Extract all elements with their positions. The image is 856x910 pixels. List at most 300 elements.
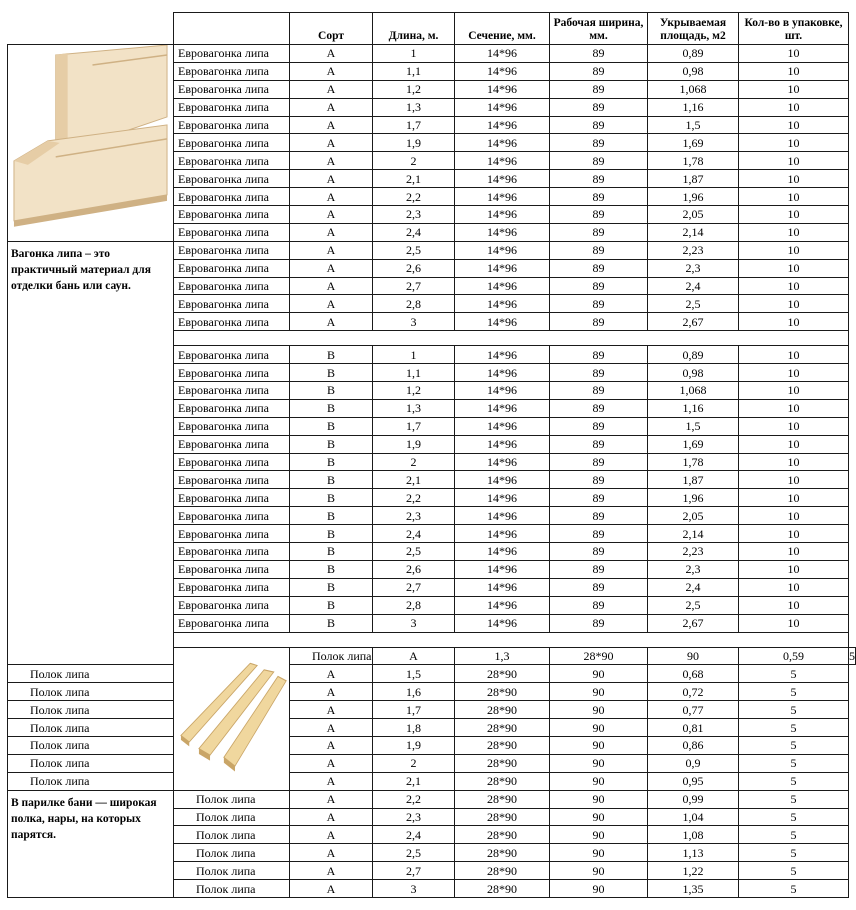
- section: 28*90: [455, 772, 550, 790]
- header-length: Длина, м.: [373, 13, 455, 45]
- section: 14*96: [455, 435, 550, 453]
- section: 14*96: [455, 170, 550, 188]
- section: 28*90: [455, 880, 550, 898]
- product-name: Полок липа: [290, 647, 373, 665]
- working-width: 89: [550, 507, 648, 525]
- length: 1,8: [373, 719, 455, 737]
- pack-quantity: 10: [739, 543, 849, 561]
- section: 14*96: [455, 277, 550, 295]
- pack-quantity: 10: [739, 259, 849, 277]
- working-width: 90: [550, 701, 648, 719]
- grade: А: [290, 206, 373, 224]
- working-width: 89: [550, 364, 648, 382]
- working-width: 89: [550, 98, 648, 116]
- section: 28*90: [455, 754, 550, 772]
- section: 14*96: [455, 507, 550, 525]
- grade: А: [290, 98, 373, 116]
- coverage-area: 2,3: [648, 259, 739, 277]
- pack-quantity: 5: [739, 683, 849, 701]
- product-name: Евровагонка липа: [174, 507, 290, 525]
- section: 14*96: [455, 364, 550, 382]
- coverage-area: 1,87: [648, 471, 739, 489]
- working-width: 89: [550, 206, 648, 224]
- grade: А: [290, 45, 373, 63]
- working-width: 90: [550, 683, 648, 701]
- section: 14*96: [455, 295, 550, 313]
- grade: В: [290, 543, 373, 561]
- pack-quantity: 10: [739, 116, 849, 134]
- coverage-area: 1,69: [648, 435, 739, 453]
- length: 2,5: [373, 543, 455, 561]
- length: 1,2: [373, 382, 455, 400]
- table-header: [8, 13, 856, 45]
- length: 2,3: [373, 808, 455, 826]
- pack-quantity: 10: [739, 98, 849, 116]
- product-name: Евровагонка липа: [174, 543, 290, 561]
- length: 2: [373, 453, 455, 471]
- pack-quantity: 5: [739, 719, 849, 737]
- header-sort: Сорт: [290, 13, 373, 45]
- table-row: [8, 719, 856, 737]
- table-row: [8, 754, 856, 772]
- pack-quantity: 10: [739, 134, 849, 152]
- coverage-area: 1,13: [648, 844, 739, 862]
- table-row: [8, 241, 856, 259]
- length: 1,9: [373, 435, 455, 453]
- length: 2,1: [373, 471, 455, 489]
- working-width: 89: [550, 295, 648, 313]
- product-name: Евровагонка липа: [174, 62, 290, 80]
- pack-quantity: 10: [739, 45, 849, 63]
- product-name: Евровагонка липа: [174, 277, 290, 295]
- product-name: Евровагонка липа: [174, 45, 290, 63]
- length: 1,1: [373, 62, 455, 80]
- pack-quantity: 10: [739, 364, 849, 382]
- coverage-area: 2,14: [648, 525, 739, 543]
- product-name: Евровагонка липа: [174, 241, 290, 259]
- pack-quantity: 10: [739, 62, 849, 80]
- coverage-area: 0,59: [739, 647, 849, 665]
- section: 14*96: [455, 453, 550, 471]
- section: 14*96: [455, 596, 550, 614]
- section: 14*96: [455, 62, 550, 80]
- section: 14*96: [455, 98, 550, 116]
- grade: В: [290, 596, 373, 614]
- coverage-area: 0,68: [648, 665, 739, 683]
- pack-quantity: 5: [739, 808, 849, 826]
- product-name: Евровагонка липа: [174, 399, 290, 417]
- grade: А: [290, 188, 373, 206]
- working-width: 90: [550, 844, 648, 862]
- spacer-row: [8, 331, 856, 346]
- length: 2,1: [373, 170, 455, 188]
- pack-quantity: 10: [739, 80, 849, 98]
- grade: А: [290, 313, 373, 331]
- length: 2,1: [373, 772, 455, 790]
- working-width: 90: [550, 719, 648, 737]
- grade: А: [290, 683, 373, 701]
- pack-quantity: 5: [739, 772, 849, 790]
- section: 28*90: [455, 719, 550, 737]
- grade: А: [290, 295, 373, 313]
- grade: В: [290, 560, 373, 578]
- pack-quantity: 10: [739, 560, 849, 578]
- working-width: 89: [550, 277, 648, 295]
- length: 1,3: [373, 98, 455, 116]
- coverage-area: 0,99: [648, 790, 739, 808]
- product-name: Евровагонка липа: [174, 134, 290, 152]
- coverage-area: 0,72: [648, 683, 739, 701]
- section: 14*96: [455, 223, 550, 241]
- section: 14*96: [455, 241, 550, 259]
- pack-quantity: 5: [739, 790, 849, 808]
- coverage-area: 0,86: [648, 736, 739, 754]
- product-name: Евровагонка липа: [174, 116, 290, 134]
- grade: В: [290, 489, 373, 507]
- length: 2,2: [373, 489, 455, 507]
- length: 1,2: [373, 80, 455, 98]
- section: 14*96: [455, 313, 550, 331]
- working-width: 89: [550, 134, 648, 152]
- pack-quantity: 10: [739, 206, 849, 224]
- length: 2,5: [373, 844, 455, 862]
- header-corner: [8, 13, 174, 45]
- working-width: 89: [550, 453, 648, 471]
- product-name: Евровагонка липа: [174, 346, 290, 364]
- pack-quantity: 5: [739, 736, 849, 754]
- product-name: Евровагонка липа: [174, 313, 290, 331]
- section: 14*96: [455, 578, 550, 596]
- grade: В: [290, 453, 373, 471]
- working-width: 89: [550, 382, 648, 400]
- coverage-area: 2,05: [648, 206, 739, 224]
- product-name: Евровагонка липа: [174, 471, 290, 489]
- pack-quantity: 10: [739, 313, 849, 331]
- bench-description-cell: [8, 790, 174, 897]
- working-width: 89: [550, 313, 648, 331]
- grade: А: [290, 116, 373, 134]
- working-width: 89: [550, 346, 648, 364]
- length: 1,3: [373, 399, 455, 417]
- coverage-area: 0,89: [648, 346, 739, 364]
- grade: А: [290, 152, 373, 170]
- working-width: 89: [550, 489, 648, 507]
- product-name: Полок липа: [174, 880, 290, 898]
- section: 14*96: [455, 382, 550, 400]
- coverage-area: 1,22: [648, 862, 739, 880]
- pack-quantity: 5: [739, 826, 849, 844]
- product-name: Евровагонка липа: [174, 364, 290, 382]
- length: 3: [373, 313, 455, 331]
- product-name: Полок липа: [174, 844, 290, 862]
- coverage-area: 2,67: [648, 313, 739, 331]
- product-name: Евровагонка липа: [174, 489, 290, 507]
- lining-description: Вагонка липа – это практичный материал для отделки бань или саун.: [11, 247, 151, 292]
- product-name: Евровагонка липа: [174, 188, 290, 206]
- pack-quantity: 10: [739, 188, 849, 206]
- bench-boards-image: [174, 648, 289, 790]
- pack-quantity: 10: [739, 152, 849, 170]
- spacer-cell: [174, 632, 849, 647]
- section: 28*90: [455, 844, 550, 862]
- length: 2,6: [373, 259, 455, 277]
- coverage-area: 2,67: [648, 614, 739, 632]
- pack-quantity: 5: [739, 754, 849, 772]
- coverage-area: 2,5: [648, 596, 739, 614]
- working-width: 90: [550, 665, 648, 683]
- product-name: Полок липа: [8, 701, 174, 719]
- grade: В: [290, 435, 373, 453]
- length: 2,4: [373, 223, 455, 241]
- pack-quantity: 5: [739, 880, 849, 898]
- product-name: Полок липа: [174, 808, 290, 826]
- product-name: Евровагонка липа: [174, 223, 290, 241]
- product-name: Полок липа: [8, 754, 174, 772]
- working-width: 89: [550, 471, 648, 489]
- working-width: 89: [550, 116, 648, 134]
- grade: А: [290, 665, 373, 683]
- coverage-area: 0,98: [648, 364, 739, 382]
- section: 28*90: [455, 665, 550, 683]
- section: 14*96: [455, 259, 550, 277]
- length: 2,2: [373, 790, 455, 808]
- pack-quantity: 10: [739, 295, 849, 313]
- pack-quantity: 5: [739, 844, 849, 862]
- coverage-area: 2,4: [648, 578, 739, 596]
- product-name: Евровагонка липа: [174, 435, 290, 453]
- length: 3: [373, 880, 455, 898]
- coverage-area: 1,04: [648, 808, 739, 826]
- grade: А: [373, 647, 455, 665]
- product-name: Евровагонка липа: [174, 152, 290, 170]
- product-name: Евровагонка липа: [174, 578, 290, 596]
- coverage-area: 2,3: [648, 560, 739, 578]
- pack-quantity: 10: [739, 507, 849, 525]
- coverage-area: 2,5: [648, 295, 739, 313]
- coverage-area: 1,78: [648, 453, 739, 471]
- length: 1: [373, 45, 455, 63]
- product-name: Евровагонка липа: [174, 453, 290, 471]
- grade: А: [290, 880, 373, 898]
- grade: А: [290, 808, 373, 826]
- pack-quantity: 10: [739, 277, 849, 295]
- grade: А: [290, 754, 373, 772]
- pack-quantity: 5: [849, 648, 855, 663]
- working-width: 89: [550, 417, 648, 435]
- table-row: [8, 736, 856, 754]
- table-row: [8, 45, 856, 63]
- coverage-area: 1,87: [648, 170, 739, 188]
- product-name: Евровагонка липа: [174, 295, 290, 313]
- length: 2,3: [373, 507, 455, 525]
- product-name: Евровагонка липа: [174, 525, 290, 543]
- section: 28*90: [550, 647, 648, 665]
- working-width: 90: [550, 808, 648, 826]
- side-empty-cell: [8, 331, 174, 665]
- section: 14*96: [455, 471, 550, 489]
- working-width: 89: [550, 45, 648, 63]
- length: 3: [373, 614, 455, 632]
- grade: А: [290, 170, 373, 188]
- length: 2,7: [373, 578, 455, 596]
- pack-quantity: 5: [739, 701, 849, 719]
- coverage-area: 0,98: [648, 62, 739, 80]
- product-name: Евровагонка липа: [174, 259, 290, 277]
- lining-description-cell: [8, 241, 174, 330]
- length: 1,7: [373, 116, 455, 134]
- working-width: 89: [550, 435, 648, 453]
- pack-quantity: 10: [739, 223, 849, 241]
- section: 28*90: [455, 826, 550, 844]
- length: 2: [373, 754, 455, 772]
- section: 14*96: [455, 152, 550, 170]
- coverage-area: 1,5: [648, 116, 739, 134]
- product-name: Евровагонка липа: [174, 170, 290, 188]
- grade: А: [290, 736, 373, 754]
- grade: В: [290, 382, 373, 400]
- grade: А: [290, 134, 373, 152]
- product-name: Полок липа: [174, 826, 290, 844]
- section: 14*96: [455, 525, 550, 543]
- coverage-area: 1,16: [648, 98, 739, 116]
- working-width: 89: [550, 62, 648, 80]
- working-width: 89: [550, 560, 648, 578]
- table-row: [8, 790, 856, 808]
- grade: А: [290, 844, 373, 862]
- working-width: 90: [550, 862, 648, 880]
- product-name: Полок липа: [8, 665, 174, 683]
- section: 14*96: [455, 543, 550, 561]
- length: 2,5: [373, 241, 455, 259]
- grade: А: [290, 772, 373, 790]
- coverage-area: 2,23: [648, 241, 739, 259]
- product-name: Евровагонка липа: [174, 596, 290, 614]
- length: 1,7: [373, 417, 455, 435]
- grade: В: [290, 471, 373, 489]
- pack-quantity: 10: [739, 399, 849, 417]
- pack-quantity: 10: [739, 471, 849, 489]
- coverage-area: 1,96: [648, 188, 739, 206]
- product-name: Евровагонка липа: [174, 382, 290, 400]
- grade: А: [290, 241, 373, 259]
- table-body: [8, 45, 856, 898]
- bench-description: В парилке бани — широкая полка, нары, на которых парятся.: [11, 796, 157, 841]
- product-name: Полок липа: [174, 790, 290, 808]
- section: 14*96: [455, 489, 550, 507]
- length: 1: [373, 346, 455, 364]
- product-name: Евровагонка липа: [174, 417, 290, 435]
- grade: В: [290, 364, 373, 382]
- table-row: [8, 665, 856, 683]
- table-row: [8, 683, 856, 701]
- working-width: 90: [550, 754, 648, 772]
- working-width: 90: [550, 826, 648, 844]
- pack-quantity: 10: [739, 453, 849, 471]
- section: 14*96: [455, 134, 550, 152]
- coverage-area: 1,16: [648, 399, 739, 417]
- working-width: 89: [550, 241, 648, 259]
- grade: В: [290, 525, 373, 543]
- grade: А: [290, 790, 373, 808]
- grade: В: [290, 346, 373, 364]
- working-width: 89: [550, 223, 648, 241]
- grade: А: [290, 277, 373, 295]
- section: 14*96: [455, 80, 550, 98]
- coverage-area: 1,69: [648, 134, 739, 152]
- length: 1,9: [373, 736, 455, 754]
- length: 2,7: [373, 277, 455, 295]
- table-row: [8, 772, 856, 790]
- working-width: 89: [550, 259, 648, 277]
- product-name: Полок липа: [8, 772, 174, 790]
- working-width: 90: [550, 790, 648, 808]
- product-name: Евровагонка липа: [174, 80, 290, 98]
- section: 14*96: [455, 399, 550, 417]
- grade: В: [290, 417, 373, 435]
- section: 28*90: [455, 701, 550, 719]
- grade: А: [290, 62, 373, 80]
- pack-quantity: 10: [739, 435, 849, 453]
- working-width: 89: [550, 614, 648, 632]
- section: 28*90: [455, 736, 550, 754]
- length: 2,2: [373, 188, 455, 206]
- grade: В: [290, 614, 373, 632]
- grade: А: [290, 701, 373, 719]
- coverage-area: 0,95: [648, 772, 739, 790]
- working-width: 89: [550, 578, 648, 596]
- product-name: Евровагонка липа: [174, 98, 290, 116]
- length: 2,4: [373, 826, 455, 844]
- coverage-area: 1,068: [648, 80, 739, 98]
- pack-quantity: 10: [739, 346, 849, 364]
- product-name: Евровагонка липа: [174, 206, 290, 224]
- header-name: [174, 13, 290, 45]
- header-width: Рабочая ширина, мм.: [550, 13, 648, 45]
- pack-quantity: 5: [739, 665, 849, 683]
- pack-quantity: 10: [739, 170, 849, 188]
- length: 2,7: [373, 862, 455, 880]
- working-width: 89: [550, 596, 648, 614]
- product-name: Евровагонка липа: [174, 560, 290, 578]
- pack-quantity: 10: [739, 596, 849, 614]
- product-name: Полок липа: [8, 736, 174, 754]
- price-table: [7, 12, 856, 898]
- working-width: 89: [550, 188, 648, 206]
- header-section: Сечение, мм.: [455, 13, 550, 45]
- spacer-cell: [174, 331, 849, 346]
- header-area: Укрываемая площадь, м2: [648, 13, 739, 45]
- length: 1,1: [373, 364, 455, 382]
- coverage-area: 1,78: [648, 152, 739, 170]
- grade: А: [290, 259, 373, 277]
- pack-quantity: 10: [739, 241, 849, 259]
- working-width: 90: [550, 772, 648, 790]
- coverage-area: 1,5: [648, 417, 739, 435]
- pack-quantity: 10: [739, 417, 849, 435]
- pack-quantity: 10: [739, 382, 849, 400]
- working-width: 89: [550, 80, 648, 98]
- grade: А: [290, 826, 373, 844]
- working-width: 89: [550, 525, 648, 543]
- coverage-area: 0,89: [648, 45, 739, 63]
- coverage-area: 2,23: [648, 543, 739, 561]
- product-name: Полок липа: [174, 862, 290, 880]
- length: 1,3: [455, 647, 550, 665]
- working-width: 90: [550, 736, 648, 754]
- section: 14*96: [455, 614, 550, 632]
- coverage-area: 1,068: [648, 382, 739, 400]
- section: 14*96: [455, 560, 550, 578]
